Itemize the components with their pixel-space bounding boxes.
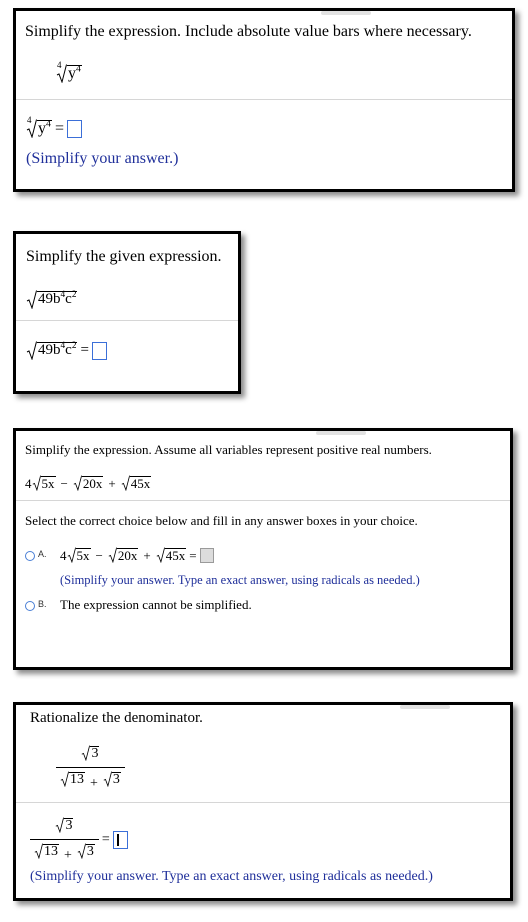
radio-option-a[interactable] xyxy=(25,551,35,561)
square-root: 13 xyxy=(60,771,85,788)
radical-sign-icon xyxy=(73,475,82,491)
radical-sign-icon xyxy=(108,547,117,563)
radical-sign-icon xyxy=(55,817,64,833)
divider xyxy=(16,500,510,501)
divider xyxy=(16,99,512,100)
square-root: 3 xyxy=(81,745,99,762)
answer-box[interactable] xyxy=(92,342,107,360)
fraction: 3 13 + 3 xyxy=(56,745,125,791)
expression xyxy=(56,745,125,791)
square-root: 3 xyxy=(77,843,95,860)
square-root: 5x xyxy=(32,475,56,491)
text-cursor xyxy=(117,834,119,846)
square-root: 3 xyxy=(103,771,121,788)
square-root: 20x xyxy=(73,475,104,491)
tab-handle xyxy=(321,11,371,15)
square-root: 45x xyxy=(156,547,187,563)
radical-sign-icon xyxy=(67,547,76,563)
option-b-label: B. xyxy=(38,599,47,609)
fourth-root: 4 $y^4$ xyxy=(57,60,81,82)
radical-sign-icon xyxy=(156,547,165,563)
instruction-text: Simplify the expression. Assume all variables represent positive real numbers. xyxy=(25,442,432,457)
problem-card-2 xyxy=(13,231,241,394)
radical-sign-icon xyxy=(26,290,37,309)
option-a-label: A. xyxy=(38,549,47,559)
hint-text: (Simplify your answer. Type an exact answer, using radicals as needed.) xyxy=(30,869,433,884)
select-instruction: Select the correct choice below and fill in any answer boxes in your choice. xyxy=(25,513,418,528)
square-root: $49b^4c^2$ xyxy=(26,290,77,309)
square-root: 5x xyxy=(67,547,91,563)
option-a-hint: (Simplify your answer. Type an exact answer, using radicals as needed.) xyxy=(60,573,420,587)
square-root: 13 xyxy=(34,843,59,860)
problem-card-4 xyxy=(13,702,513,901)
answer-line: $49b^4c^2$ = xyxy=(26,341,107,360)
radical-sign-icon xyxy=(103,771,112,787)
tab-handle xyxy=(316,431,366,435)
instruction-text: Simplify the expression. Include absolute value bars where necessary. xyxy=(25,23,472,40)
problem-card-1 xyxy=(13,8,515,192)
problem-card-3 xyxy=(13,428,513,670)
expression: 4 5x − 20x + 45x xyxy=(25,475,151,491)
expression xyxy=(56,60,82,83)
tab-handle xyxy=(400,705,450,709)
radical-sign-icon xyxy=(60,771,69,787)
answer-box[interactable] xyxy=(113,831,128,849)
radical-sign-icon xyxy=(32,475,41,491)
square-root: $49b^4c^2$ xyxy=(26,341,77,360)
expression xyxy=(26,290,77,309)
answer-box[interactable] xyxy=(200,548,214,563)
radical-sign-icon xyxy=(121,475,130,491)
answer-line: 4 $y^4$ = xyxy=(26,119,82,138)
option-a-expression: 4 5x − 20x + 45x = xyxy=(60,547,214,563)
instruction-text: Simplify the given expression. xyxy=(26,248,222,265)
radical-sign-icon xyxy=(77,843,86,859)
instruction-text: Rationalize the denominator. xyxy=(30,710,203,726)
fourth-root: 4 $y^4$ xyxy=(27,115,51,137)
answer-box[interactable] xyxy=(67,120,82,138)
radical-sign-icon xyxy=(26,341,37,360)
square-root: 45x xyxy=(121,475,152,491)
divider xyxy=(16,320,238,321)
radical-sign-icon xyxy=(81,745,90,761)
square-root: 20x xyxy=(108,547,139,563)
answer-line: 3 13 + 3 = xyxy=(30,817,128,863)
radical-sign-icon xyxy=(34,843,43,859)
fraction: 3 13 + 3 xyxy=(30,817,99,863)
square-root: 3 xyxy=(55,817,73,834)
hint-text: (Simplify your answer.) xyxy=(26,150,179,167)
divider xyxy=(16,802,510,803)
radio-option-b[interactable] xyxy=(25,601,35,611)
option-b-text: The expression cannot be simplified. xyxy=(60,597,252,612)
